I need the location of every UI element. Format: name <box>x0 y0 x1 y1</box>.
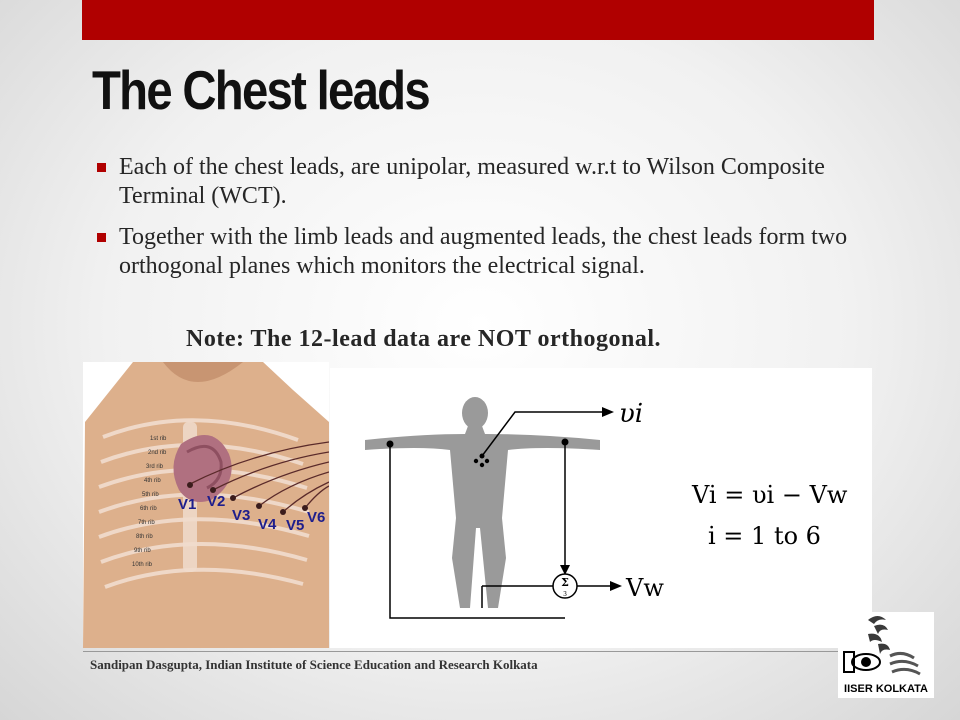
square-bullet-icon <box>97 233 106 242</box>
wct-diagram <box>330 368 872 648</box>
lead-label-v1: V1 <box>178 496 197 513</box>
rib-label: 1st rib <box>150 436 167 442</box>
svg-text:3: 3 <box>563 591 567 598</box>
summing-junction-icon <box>553 574 577 598</box>
rib-label: 2nd rib <box>148 450 167 456</box>
output-label-vw: Vw <box>626 574 664 602</box>
footer-credit: Sandipan Dasgupta, Indian Institute of Science Education and Research Kolkata <box>90 657 538 672</box>
note-text: Note: The 12-lead data are NOT orthogonal. <box>186 326 661 352</box>
bullet-text: Each of the chest leads, are unipolar, measured w.r.t to Wilson Composite Terminal (WCT). <box>119 154 825 209</box>
rib-label: 3rd rib <box>146 464 164 470</box>
rib-label: 9th rib <box>134 548 151 554</box>
equation-line-2: i = 1 to 6 <box>708 522 821 550</box>
bullet-text: Together with the limb leads and augmented leads, the chest leads form two orthogonal planes which monitors the electrical signal. <box>119 224 848 279</box>
equation-line-1: Vi = υi − Vw <box>692 481 848 509</box>
rib-label: 5th rib <box>142 492 159 498</box>
rib-label: 6th rib <box>140 506 157 512</box>
lead-label-v6: V6 <box>307 509 326 526</box>
lead-label-v4: V4 <box>258 516 277 533</box>
rib-label: 4th rib <box>144 478 161 484</box>
iiser-kolkata-logo <box>838 612 934 698</box>
bullet-list <box>94 153 874 293</box>
rib-label: 8th rib <box>136 534 153 540</box>
bullet-item <box>94 153 874 211</box>
lead-label-v5: V5 <box>286 517 305 534</box>
svg-text:Σ: Σ <box>561 576 569 589</box>
logo-text: IISER KOLKATA <box>844 683 928 695</box>
lead-label-v2: V2 <box>207 493 226 510</box>
chest-lead-illustration <box>83 362 329 648</box>
bullet-item <box>94 223 874 281</box>
rib-label: 7th rib <box>138 520 155 526</box>
output-label-vi: υi <box>619 399 644 429</box>
rib-label: 10th rib <box>132 562 153 568</box>
lead-label-v3: V3 <box>232 507 251 524</box>
header-accent-bar <box>82 0 874 40</box>
square-bullet-icon <box>97 163 106 172</box>
footer-divider <box>83 651 873 652</box>
slide-title: The Chest leads <box>92 59 429 121</box>
